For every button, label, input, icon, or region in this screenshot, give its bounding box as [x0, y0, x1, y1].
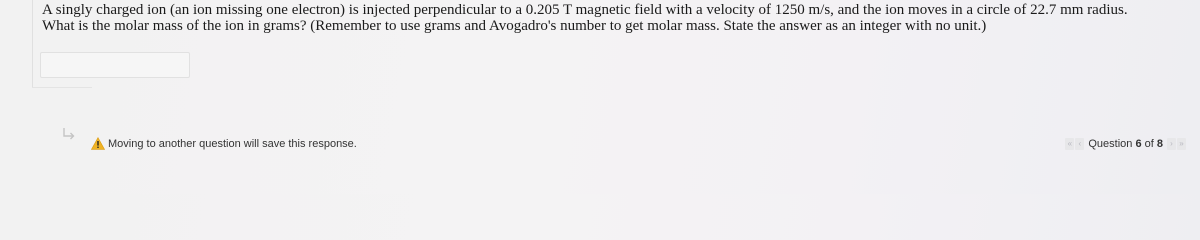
- panel-left-divider: [32, 0, 33, 88]
- question-prefix: Question: [1088, 138, 1133, 150]
- first-question-button[interactable]: «: [1065, 138, 1074, 150]
- of-word: of: [1144, 138, 1154, 150]
- return-arrow-icon: [62, 127, 76, 141]
- panel-bottom-divider: [32, 87, 92, 88]
- total-questions: 8: [1156, 138, 1163, 150]
- next-question-button[interactable]: ›: [1167, 138, 1176, 150]
- previous-question-button[interactable]: ‹: [1075, 138, 1084, 150]
- question-navigation-bar: [0, 125, 1200, 161]
- question-text: A singly charged ion (an ion missing one electron) is injected perpendicular to a 0.205 T magnetic field with a velocity of 1250 m/s, and the ion moves in a circle of 22.7 mm radius. What is the molar mass of the ion in grams? (Remember to use grams and Avogadro's number to get molar mass. State the answer as an integer with no unit.): [42, 2, 1128, 34]
- question-counter: [1088, 138, 1163, 150]
- answer-input[interactable]: [40, 52, 190, 78]
- question-pager: [1065, 136, 1186, 152]
- last-question-button[interactable]: »: [1177, 138, 1186, 150]
- save-response-message: Moving to another question will save this response.: [108, 138, 357, 150]
- current-question-number: 6: [1135, 138, 1142, 150]
- warning-icon: [91, 137, 105, 150]
